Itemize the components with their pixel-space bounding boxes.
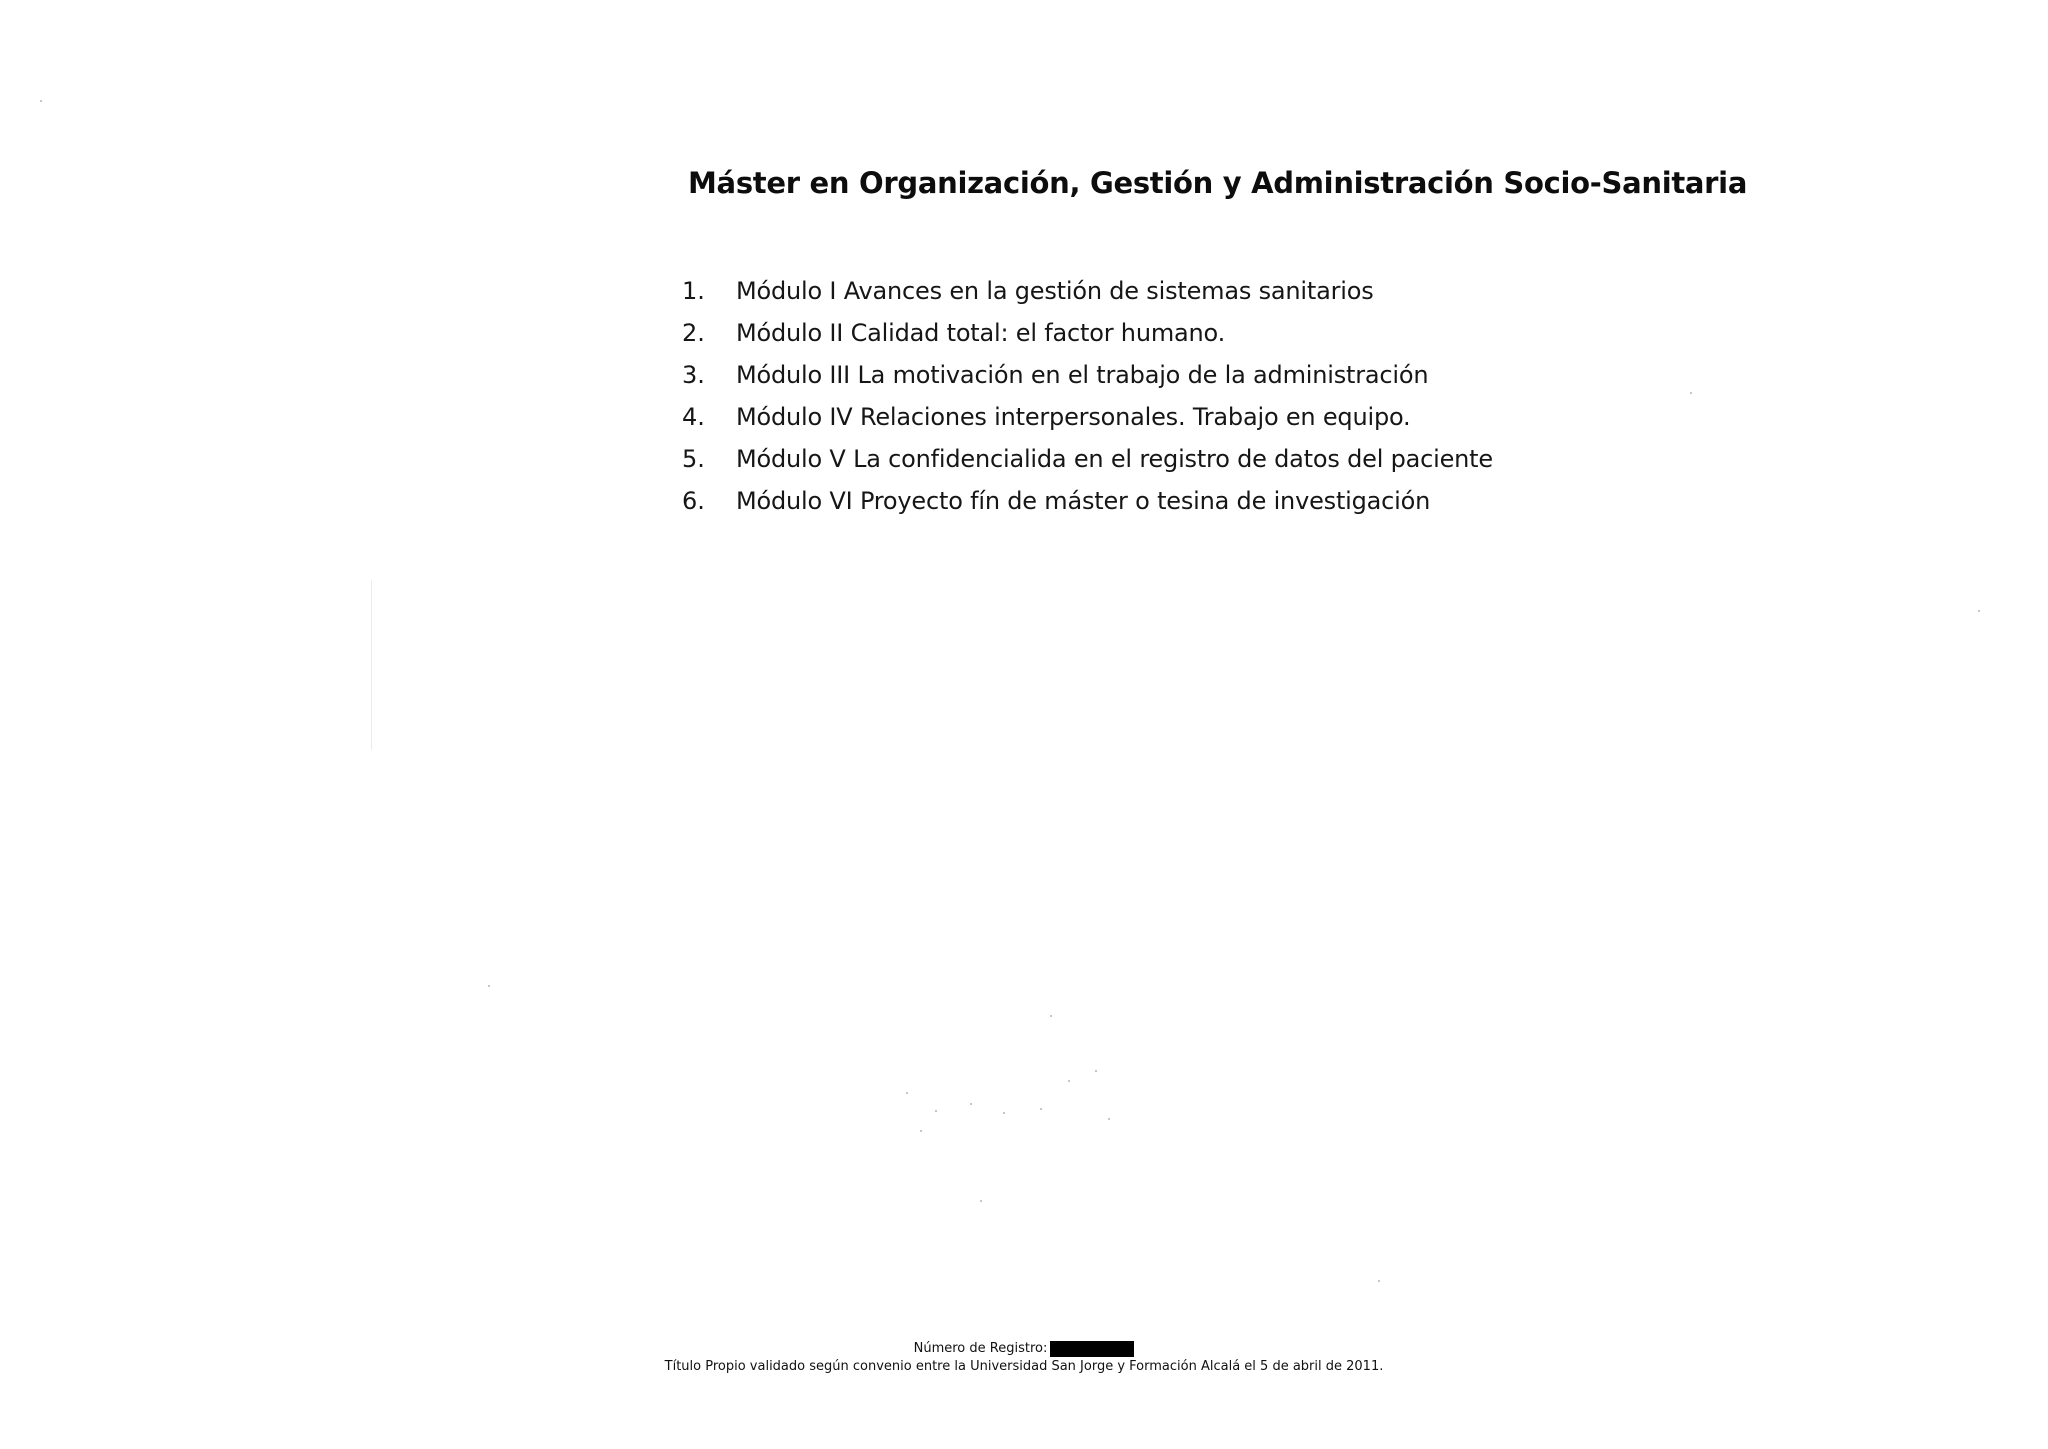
scan-speck <box>1108 1118 1110 1120</box>
scan-speck <box>1050 1015 1052 1017</box>
module-title: Módulo I Avances en la gestión de sistemas sanitarios <box>736 277 1374 305</box>
module-title: Módulo IV Relaciones interpersonales. Trabajo en equipo. <box>736 403 1411 431</box>
list-item <box>682 270 1493 312</box>
module-number: 4. <box>682 403 705 431</box>
scan-speck <box>970 1103 972 1105</box>
scan-speck <box>1040 1108 1042 1110</box>
document-title: Máster en Organización, Gestión y Administración Socio-Sanitaria <box>688 166 1748 200</box>
scan-artifact-line <box>371 580 372 750</box>
module-number: 2. <box>682 319 705 347</box>
module-title: Módulo VI Proyecto fín de máster o tesina de investigación <box>736 487 1431 515</box>
scan-speck <box>1690 392 1692 394</box>
list-item <box>682 354 1493 396</box>
module-number: 6. <box>682 487 705 515</box>
scan-speck <box>1378 1280 1380 1282</box>
document-footer <box>0 1340 2048 1376</box>
list-item <box>682 396 1493 438</box>
scan-speck <box>1068 1080 1070 1082</box>
scan-speck <box>980 1200 982 1202</box>
list-item <box>682 438 1493 480</box>
module-title: Módulo V La confidencialida en el registro de datos del paciente <box>736 445 1493 473</box>
scan-speck <box>488 985 490 987</box>
module-number: 5. <box>682 445 705 473</box>
module-number: 1. <box>682 277 705 305</box>
validation-note: Título Propio validado según convenio entre la Universidad San Jorge y Formación Alcalá el 5 de abril de 2011. <box>664 1359 1384 1374</box>
scan-speck <box>935 1110 937 1112</box>
module-number: 3. <box>682 361 705 389</box>
scan-speck <box>1003 1112 1005 1114</box>
module-title: Módulo III La motivación en el trabajo de la administración <box>736 361 1429 389</box>
scan-speck <box>40 100 42 102</box>
list-item <box>682 480 1493 522</box>
scan-speck <box>920 1130 922 1132</box>
list-item <box>682 312 1493 354</box>
scan-speck <box>1095 1070 1097 1072</box>
registration-line <box>0 1340 2048 1358</box>
scan-speck <box>1978 610 1980 612</box>
module-title: Módulo II Calidad total: el factor humano. <box>736 319 1226 347</box>
redaction-block <box>1050 1341 1134 1357</box>
registration-label: Número de Registro: <box>913 1341 1048 1356</box>
scan-speck <box>906 1092 908 1094</box>
module-list <box>682 270 1493 522</box>
